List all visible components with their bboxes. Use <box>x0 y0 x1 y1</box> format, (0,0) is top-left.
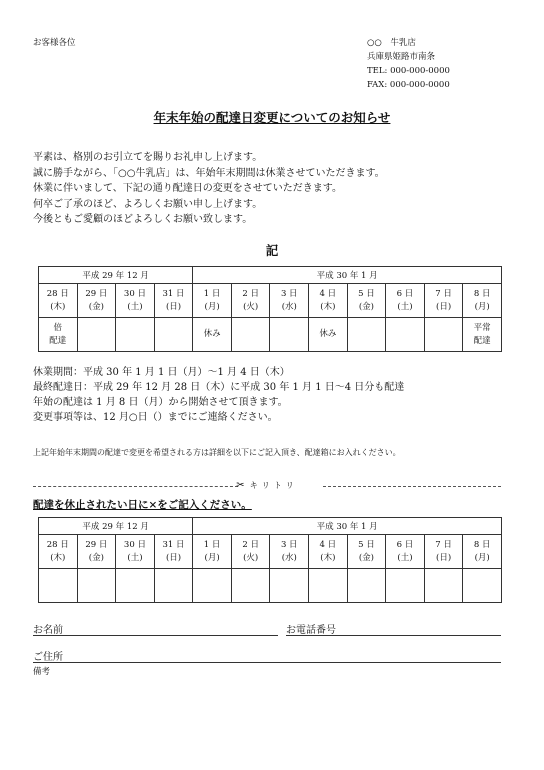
mark-cell[interactable] <box>424 569 463 603</box>
note-cell <box>270 318 309 352</box>
mark-cell[interactable] <box>270 569 309 603</box>
intro-line: 今後ともご愛顧のほどよろしくお願い致します。 <box>33 214 253 225</box>
mark-cell[interactable] <box>463 569 502 603</box>
day-cell: 5 日 (金) <box>347 535 386 569</box>
note-cell: 休み <box>309 318 348 352</box>
instruction-note: 上記年始年末期間の配達で変更を希望される方は詳細を以下にご記入頂き、配達箱にお入れください。 <box>33 448 401 457</box>
note-cell <box>77 318 116 352</box>
day-cell: 7 日 (日) <box>424 535 463 569</box>
day-cell: 30 日 (土) <box>116 535 155 569</box>
mark-cell[interactable] <box>347 569 386 603</box>
day-cell: 6 日 (土) <box>386 284 425 318</box>
sender-address: 兵庫県姫路市南条 <box>367 52 436 62</box>
month-header-jan: 平成 30 年 1 月 <box>193 267 502 284</box>
day-cell: 31 日 (日) <box>154 535 193 569</box>
recipient: お客様各位 <box>33 38 76 48</box>
day-cell: 2 日 (火) <box>231 284 270 318</box>
sender-shop: ○○ 牛乳店 <box>367 38 416 48</box>
name-label: お名前 <box>33 625 63 636</box>
schedule-calendar <box>38 266 502 352</box>
day-cell: 4 日 (木) <box>309 284 348 318</box>
month-header-jan: 平成 30 年 1 月 <box>193 518 502 535</box>
intro-line: 休業に伴いまして、下記の通り配達日の変更をさせていただきます。 <box>33 183 342 194</box>
note-cell <box>347 318 386 352</box>
mark-cell[interactable] <box>386 569 425 603</box>
day-cell: 8 日 (月) <box>463 284 502 318</box>
note-cell <box>386 318 425 352</box>
day-cell: 3 日 (水) <box>270 284 309 318</box>
note-cell: 平常 配達 <box>463 318 502 352</box>
day-cell: 1 日 (月) <box>193 535 232 569</box>
intro-text <box>33 150 385 228</box>
form-title: 配達を休止されたい日に×をご記入ください。 <box>33 499 252 511</box>
scissors-icon: ✂ <box>236 480 245 491</box>
stop-request-calendar <box>38 517 502 603</box>
note-cell <box>424 318 463 352</box>
phone-label: お電話番号 <box>286 625 336 636</box>
cut-label: キリトリ <box>249 481 298 490</box>
remarks-label: 備考 <box>33 667 51 677</box>
cut-line <box>33 480 501 492</box>
day-cell: 7 日 (日) <box>424 284 463 318</box>
phone-field[interactable] <box>286 635 501 636</box>
day-cell: 4 日 (木) <box>309 535 348 569</box>
document-title: 年末年始の配達日変更についてのお知らせ <box>153 110 391 125</box>
month-header-dec: 平成 29 年 12 月 <box>39 267 193 284</box>
sender-block <box>367 36 450 92</box>
day-cell: 6 日 (土) <box>386 535 425 569</box>
mark-cell[interactable] <box>309 569 348 603</box>
sender-fax: FAX: 000-000-0000 <box>367 80 450 90</box>
details-text <box>33 365 404 425</box>
address-field[interactable] <box>33 662 501 663</box>
detail-line: 最終配達日：平成 29 年 12 月 28 日（木）に平成 30 年 1 月 1 日～4 日分も配達 <box>33 382 405 393</box>
day-cell: 2 日 (火) <box>231 535 270 569</box>
sender-tel: TEL: 000-000-0000 <box>367 66 450 76</box>
day-cell: 30 日 (土) <box>116 284 155 318</box>
day-cell: 29 日 (金) <box>77 535 116 569</box>
month-header-dec: 平成 29 年 12 月 <box>39 518 193 535</box>
ki-heading: 記 <box>265 243 279 258</box>
day-cell: 5 日 (金) <box>347 284 386 318</box>
mark-cell[interactable] <box>231 569 270 603</box>
mark-cell[interactable] <box>77 569 116 603</box>
note-cell: 休み <box>193 318 232 352</box>
day-cell: 1 日 (月) <box>193 284 232 318</box>
note-cell <box>231 318 270 352</box>
address-label: ご住所 <box>33 652 63 663</box>
day-cell: 28 日 (木) <box>39 284 78 318</box>
mark-cell[interactable] <box>39 569 78 603</box>
day-cell: 8 日 (月) <box>463 535 502 569</box>
mark-cell[interactable] <box>154 569 193 603</box>
day-cell: 29 日 (金) <box>77 284 116 318</box>
day-cell: 31 日 (日) <box>154 284 193 318</box>
day-cell: 3 日 (水) <box>270 535 309 569</box>
mark-cell[interactable] <box>116 569 155 603</box>
mark-cell[interactable] <box>193 569 232 603</box>
note-cell <box>154 318 193 352</box>
intro-line: 平素は、格別のお引立てを賜りお礼申し上げます。 <box>33 152 263 163</box>
name-field[interactable] <box>33 635 278 636</box>
note-cell: 倍 配達 <box>39 318 78 352</box>
day-cell: 28 日 (木) <box>39 535 78 569</box>
detail-line: 休業期間：平成 30 年 1 月 1 日（月）～1 月 4 日（木） <box>33 367 290 378</box>
detail-line: 変更事項等は、12 月○日（）までにご連絡ください。 <box>33 412 278 423</box>
detail-line: 年始の配達は 1 月 8 日（月）から開始させて頂きます。 <box>33 397 288 408</box>
intro-line: 誠に勝手ながら、「○○牛乳店」は、年始年末期間は休業させていただきます。 <box>33 167 385 179</box>
note-cell <box>116 318 155 352</box>
intro-line: 何卒ご了承のほど、よろしくお願い申し上げます。 <box>33 198 263 210</box>
